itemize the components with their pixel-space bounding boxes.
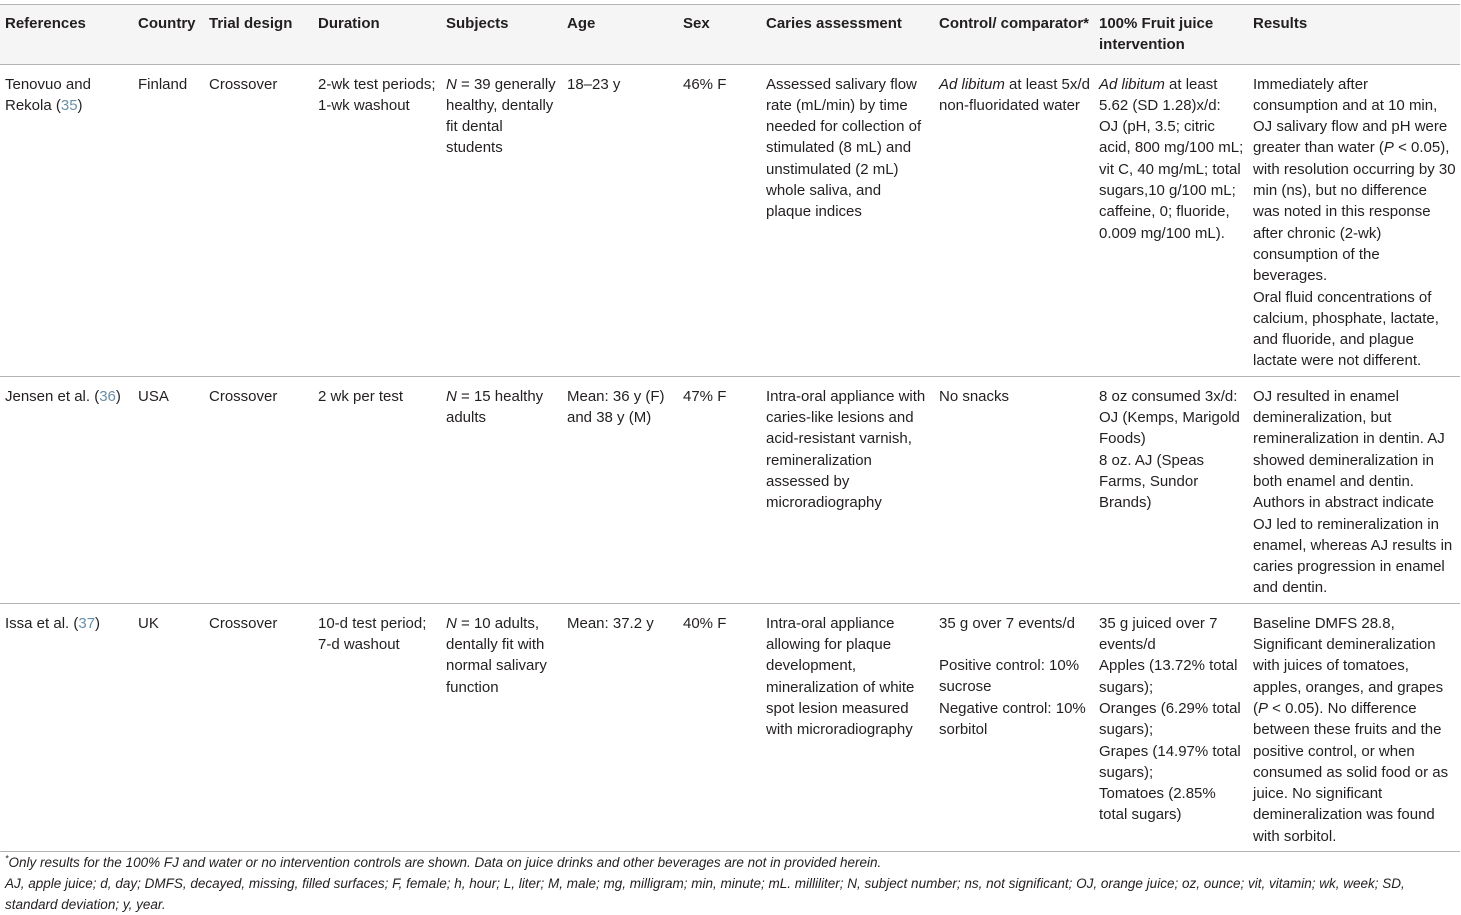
table-footnote	[5, 852, 1455, 915]
cell-duration: 2-wk test periods; 1-wk washout	[313, 64, 441, 376]
citation-link[interactable]: 37	[78, 614, 96, 632]
cell-subjects: N = 15 healthy adults	[441, 376, 562, 603]
table-row	[0, 64, 1460, 376]
cell-country: UK	[133, 603, 204, 851]
cell-reference: Tenovuo and Rekola (35)	[0, 64, 133, 376]
cell-duration: 2 wk per test	[313, 376, 441, 603]
cell-caries: Assessed salivary flow rate (mL/min) by time needed for collection of stimulated (8 mL) and unstimulated (2 mL) whole saliva, and plaque indices	[761, 64, 934, 376]
header-country: Country	[133, 5, 204, 65]
header-trial-design: Trial design	[204, 5, 313, 65]
cell-age: Mean: 37.2 y	[562, 603, 678, 851]
cell-design: Crossover	[204, 603, 313, 851]
citation-link[interactable]: 36	[99, 387, 116, 405]
cell-results: OJ resulted in enamel demineralization, but remineralization in dentin. AJ showed demineralization in both enamel and dentin. Authors in abstract indicate OJ led to remineralization in enamel, whereas AJ results in caries progression in enamel and dentin.	[1248, 376, 1460, 603]
cell-duration: 10-d test period; 7-d washout	[313, 603, 441, 851]
header-subjects: Subjects	[441, 5, 562, 65]
footnote-abbreviations: AJ, apple juice; d, day; DMFS, decayed, missing, filled surfaces; F, female; h, hour; L, liter; M, male; mg, milligram; min, minute; mL. milliliter; N, subject number; ns, not significant; OJ, orange juice; oz, ounce; vit, vitamin; wk, week; SD, standard deviation; y, year.	[5, 876, 1405, 912]
header-caries-assessment: Caries assessment	[761, 5, 934, 65]
cell-design: Crossover	[204, 376, 313, 603]
cell-country: Finland	[133, 64, 204, 376]
header-intervention: 100% Fruit juice intervention	[1094, 5, 1248, 65]
cell-sex: 47% F	[678, 376, 761, 603]
citation-link[interactable]: 35	[60, 96, 78, 114]
cell-reference: Issa et al. (37)	[0, 603, 133, 851]
cell-age: Mean: 36 y (F) and 38 y (M)	[562, 376, 678, 603]
cell-caries: Intra-oral appliance with caries-like lesions and acid-resistant varnish, remineralization assessed by microradiography	[761, 376, 934, 603]
cell-results: Baseline DMFS 28.8, Significant demineralization with juices of tomatoes, apples, oranges, and grapes (P < 0.05). No difference between these fruits and the positive control, or when consumed as solid food or as juice. No significant demineralization was found with sorbitol.	[1248, 603, 1460, 851]
header-age: Age	[562, 5, 678, 65]
cell-sex: 46% F	[678, 64, 761, 376]
cell-age: 18–23 y	[562, 64, 678, 376]
header-references: References	[0, 5, 133, 65]
cell-caries: Intra-oral appliance allowing for plaque development, mineralization of white spot lesion measured with microradiography	[761, 603, 934, 851]
header-results: Results	[1248, 5, 1460, 65]
cell-intervention: 8 oz consumed 3x/d: OJ (Kemps, Marigold Foods) 8 oz. AJ (Speas Farms, Sundor Brands)	[1094, 376, 1248, 603]
header-sex: Sex	[678, 5, 761, 65]
footnote-line-1: *Only results for the 100% FJ and water or no intervention controls are shown. Data on juice drinks and other beverages are not in provided herein.	[5, 853, 882, 870]
cell-sex: 40% F	[678, 603, 761, 851]
cell-control: No snacks	[934, 376, 1094, 603]
cell-results: Immediately after consumption and at 10 min, OJ salivary flow and pH were greater than water (P < 0.05), with resolution occurring by 30 min (ns), but no difference was noted in this response after chronic (2-wk) consumption of the beverages. Oral fluid concentrations of calcium, phosphate, lactate, and fluoride, and plague lactate were not different.	[1248, 64, 1460, 376]
header-duration: Duration	[313, 5, 441, 65]
cell-reference: Jensen et al. (36)	[0, 376, 133, 603]
cell-subjects: N = 39 generally healthy, dentally fit dental students	[441, 64, 562, 376]
header-row	[0, 5, 1460, 65]
table-row	[0, 376, 1460, 603]
cell-control: Ad libitum at least 5x/d non-fluoridated water	[934, 64, 1094, 376]
studies-table	[0, 4, 1460, 852]
cell-intervention: Ad libitum at least 5.62 (SD 1.28)x/d: OJ (pH, 3.5; citric acid, 800 mg/100 mL; vit C, 40 mg/mL; total sugars,10 g/100 mL; caffeine, 0; fluoride, 0.009 mg/100 mL).	[1094, 64, 1248, 376]
cell-design: Crossover	[204, 64, 313, 376]
cell-intervention: 35 g juiced over 7 events/d Apples (13.72% total sugars); Oranges (6.29% total sugars); Grapes (14.97% total sugars); Tomatoes (2.85% total sugars)	[1094, 603, 1248, 851]
cell-subjects: N = 10 adults, dentally fit with normal salivary function	[441, 603, 562, 851]
table-row	[0, 603, 1460, 851]
cell-country: USA	[133, 376, 204, 603]
header-control: Control/ comparator*	[934, 5, 1094, 65]
cell-control: 35 g over 7 events/d Positive control: 10% sucrose Negative control: 10% sorbitol	[934, 603, 1094, 851]
